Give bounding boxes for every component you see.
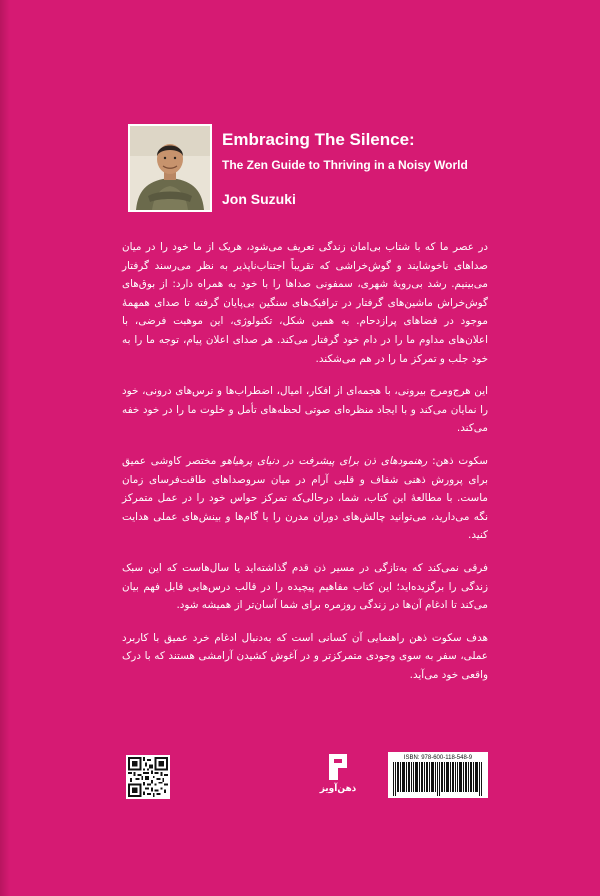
paragraph-4: فرقی نمی‌کند که به‌تازگی در مسیر ذن قدم گذاشته‌اید یا سال‌هاست که این سبک زندگی را برگزیده‌اید؛ این کتاب مفاهیم پیچیده را در قالب درس‌هایی قابل فهم بیان می‌کند تا ادغام آن‌ها در زندگی روزمره برای شما آسان‌تر از همیشه شود.: [122, 561, 488, 612]
isbn-barcode: [388, 752, 488, 798]
barcode-icon: [393, 762, 483, 796]
paragraph-5: هدف سکوت ذهن راهنمایی آن کسانی است که به‌دنبال ادغام خرد عمیق با کاربرد عملی، سفر به سوی وجودی متمرکزتر و در آغوش کشیدن آرامشی هستند که با درک واقعی خود می‌آید.: [122, 631, 488, 681]
qr-code-icon: [128, 757, 168, 797]
paragraph-3-prefix: سکوت ذهن:: [427, 454, 489, 467]
publisher-mark-icon: [325, 752, 351, 782]
spine-shadow: [0, 0, 10, 896]
publisher-name: ذهن‌آویز: [319, 784, 357, 794]
publisher-logo: [318, 752, 358, 806]
title-block: [222, 130, 492, 207]
paragraph-3: [122, 452, 488, 545]
isbn-number: ISBN: 978-600-118-548-9: [403, 755, 473, 761]
paragraph-1: در عصر ما که با شتاب بی‌امان زندگی تعریف می‌شود، هریک از ما خود را در میان صداهای ناخوشایند و گوش‌خراشی که تقریباً اجتناب‌ناپذیر به نظر می‌رسند گرفتار می‌بینیم. رشد بی‌رویهٔ شهری، سمفونی صداها را با خود به همراه دارد: از بوق‌های گوش‌خراش ماشین‌های گرفتار در ترافیک‌های سنگین بی‌پایان گرفته تا صدای همهمهٔ موجود در فضاهای پرازدحام. به همین شکل، تکنولوژی، این موهبت فرضی، با اعلان‌های مداوم ما را در دام خود گرفتار می‌کند. هر صدای اعلان پیام، توجه ما را به خود جلب و تمرکز ما را در هم می‌شکند.: [122, 241, 488, 365]
author-name: Jon Suzuki: [222, 191, 296, 207]
book-subtitle: The Zen Guide to Thriving in a Noisy World: [222, 158, 468, 172]
paragraph-3-rest: مختصر کاوشی عمیق برای پرورش ذهنی شفاف و قلبی آرام در میان سروصداهای طاقت‌فرسای زمان ماست. با مطالعهٔ این کتاب، شما، درحالی‌که تمرکز حواس خود را در عمل متمرکز نگه می‌دارید، می‌توانید چالش‌های دوران مدرن را با گام‌ها و بینش‌های عملی هدایت کنید.: [122, 454, 488, 542]
qr-code: [126, 755, 170, 799]
book-header: [128, 124, 488, 216]
author-portrait-image: [130, 126, 210, 210]
book-title-persian: رهنمودهای ذن برای پیشرفت در دنیای پرهیاهو: [221, 454, 428, 467]
paragraph-2: این هرج‌ومرج بیرونی، با هجمه‌ای از افکار، امیال، اضطراب‌ها و ترس‌های درونی، خود را نمایان می‌کند و با ایجاد منظره‌ای صوتی لحظه‌های تأمل و خلوت ما را در خود خفه می‌کند.: [122, 385, 488, 435]
author-photo: [128, 124, 212, 212]
book-title: Embracing The Silence:: [222, 130, 415, 149]
blurb: [122, 238, 488, 698]
